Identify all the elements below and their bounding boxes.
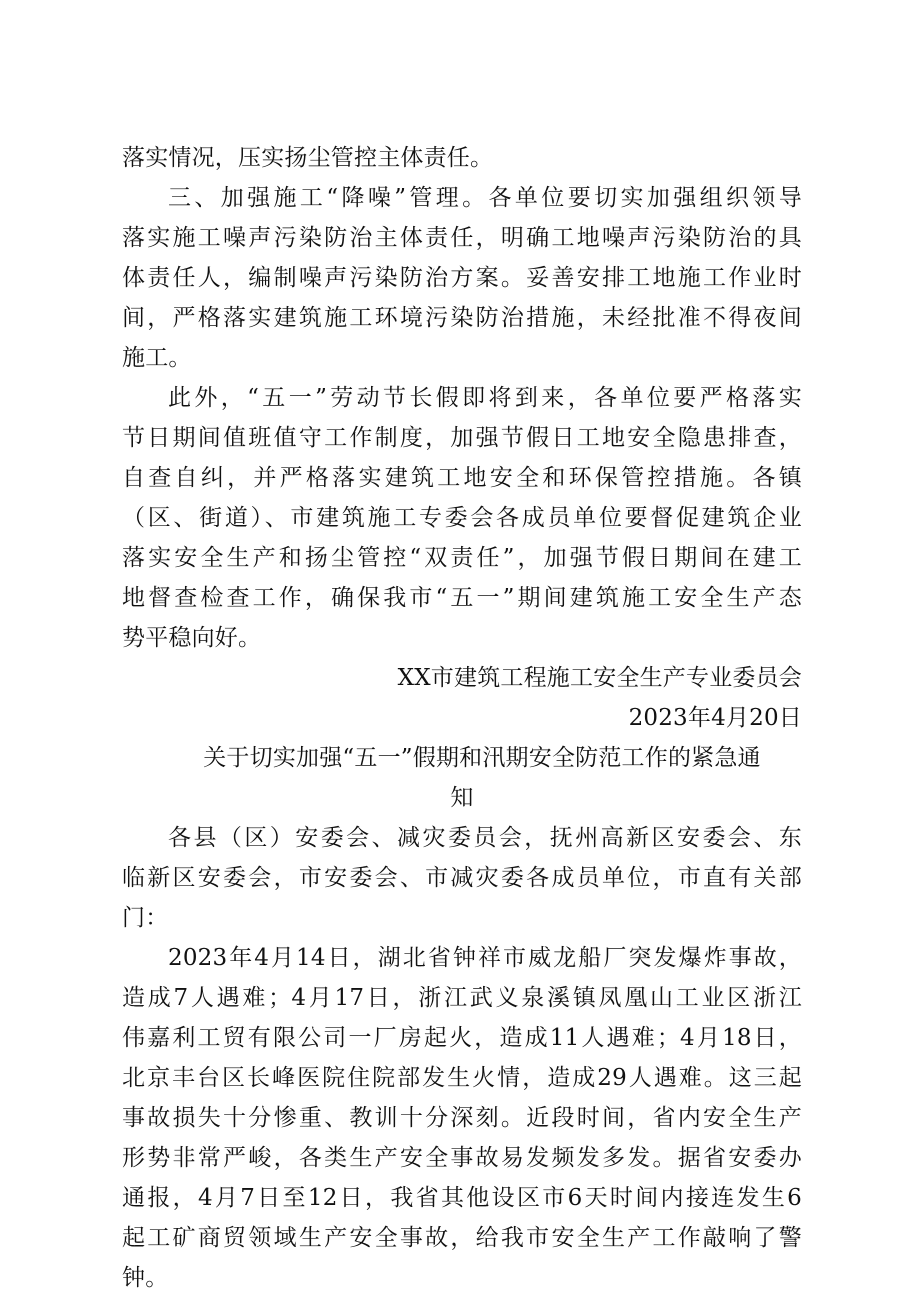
paragraph-start-line: 此外，“五一”劳动节长假即将到来，各单位要严格落实 [168,385,802,411]
body-text-line: 施工。 [122,345,192,371]
section-heading-noise: 三、加强施工“降噪”管理。各单位要切实加强组织领导 [168,185,802,211]
body-text-line: 钟。 [122,1265,169,1291]
recipient-line: 门： [122,905,169,931]
signature-date: 2023年4月20日 [628,705,802,731]
body-text-line: 节日期间值班值守工作制度，加强节假日工地安全隐患排查， [122,425,802,451]
body-text-line: 形势非常严峻，各类生产安全事故易发频发多发。据省安委办 [122,1145,802,1171]
body-text-line: 间，严格落实建筑施工环境污染防治措施，未经批准不得夜间 [122,305,802,331]
paragraph-start-line: 2023年4月14日，湖北省钟祥市威龙船厂突发爆炸事故， [168,945,802,971]
body-text-line: 体责任人，编制噪声污染防治方案。妥善安排工地施工作业时 [122,265,802,291]
body-text-line: 伟嘉利工贸有限公司一厂房起火，造成11人遇难；4月18日， [122,1025,802,1051]
recipient-line: 临新区安委会，市安委会、市减灾委各成员单位，市直有关部 [122,865,802,891]
body-text-line: 事故损失十分惨重、教训十分深刻。近段时间，省内安全生产 [122,1105,802,1131]
recipient-line: 各县（区）安委会、减灾委员会，抚州高新区安委会、东 [168,825,802,851]
notice-title: 关于切实加强“五一”假期和汛期安全防范工作的紧急通 [203,745,761,771]
body-text-line: 自查自纠，并严格落实建筑工地安全和环保管控措施。各镇 [122,465,802,491]
body-text-line: 通报，4月7日至12日，我省其他设区市6天时间内接连发生6 [122,1185,802,1211]
body-text-line: （区、街道）、市建筑施工专委会各成员单位要督促建筑企业 [122,505,802,531]
body-text-line: 起工矿商贸领域生产安全事故，给我市安全生产工作敲响了警 [122,1225,802,1251]
signature-organization: XX市建筑工程施工安全生产专业委员会 [397,665,802,691]
body-text-line: 落实安全生产和扬尘管控“双责任”，加强节假日期间在建工 [122,545,802,571]
notice-title-continued: 知 [450,785,474,811]
body-text-line: 势平稳向好。 [122,625,262,651]
body-text-line: 落实施工噪声污染防治主体责任，明确工地噪声污染防治的具 [122,225,802,251]
body-text-line: 落实情况，压实扬尘管控主体责任。 [122,145,494,171]
body-text-line: 地督查检查工作，确保我市“五一”期间建筑施工安全生产态 [122,585,802,611]
body-text-line: 北京丰台区长峰医院住院部发生火情，造成29人遇难。这三起 [122,1065,802,1091]
body-text-line: 造成7人遇难；4月17日，浙江武义泉溪镇凤凰山工业区浙江 [122,985,802,1011]
